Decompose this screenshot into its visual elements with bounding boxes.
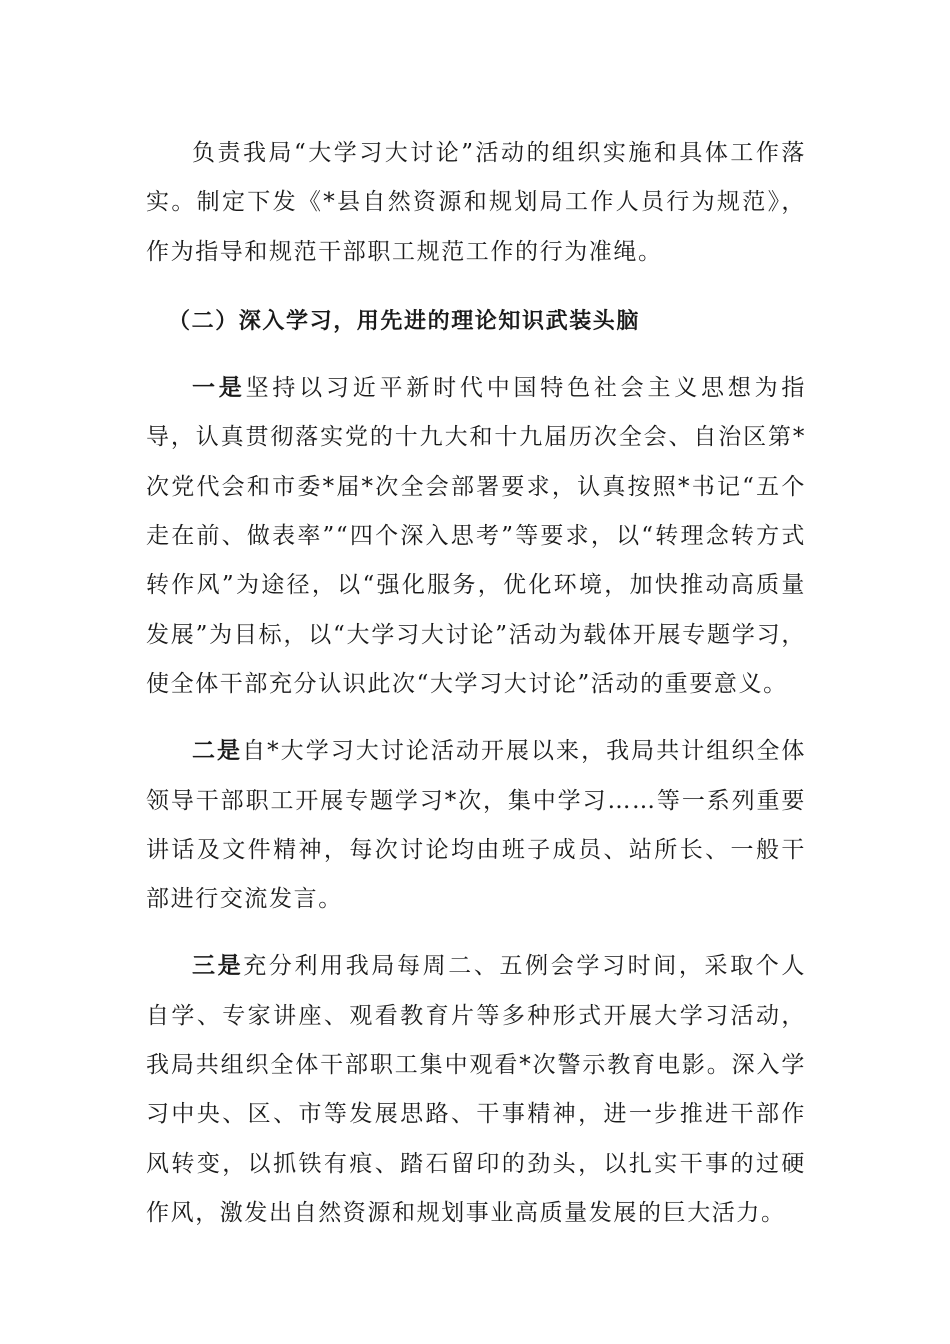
section-heading: （二）深入学习，用先进的理论知识武装头脑: [168, 308, 641, 334]
paragraph-text: 自*大学习大讨论活动开展以来，我局共计组织全体领导干部职工开展专题学习*次，集中学习……等一系列重要讲话及文件精神，每次讨论均由班子成员、站所长、一般干部进行交流发言。: [146, 738, 806, 913]
paragraph-text: 坚持以习近平新时代中国特色社会主义思想为指导，认真贯彻落实党的十九大和十九届历次全会、自治区第*次党代会和市委*届*次全会部署要求，认真按照*书记“五个走在前、做表率”“四个深入思考”等要求，以“转理念转方式转作风”为途径，以“强化服务，优化环境，加快推动高质量发展”为目标，以“大学习大讨论”活动为载体开展专题学习，使全体干部充分认识此次“大学习大讨论”活动的重要意义。: [146, 375, 807, 697]
spacer: [146, 346, 806, 364]
paragraph-lead: 一是: [192, 375, 246, 402]
spacer: [146, 924, 806, 942]
paragraph-lead: 三是: [192, 953, 244, 980]
paragraph-lead: 二是: [192, 738, 243, 765]
paragraph-intro: 负责我局“大学习大讨论”活动的组织实施和具体工作落实。制定下发《*县自然资源和规划局工作人员行为规范》，作为指导和规范干部职工规范工作的行为准绳。: [146, 140, 806, 265]
paragraph-point-two: [146, 727, 806, 924]
paragraph-text: 充分利用我局每周二、五例会学习时间，采取个人自学、专家讲座、观看教育片等多种形式开展大学习活动，我局共组织全体干部职工集中观看*次警示教育电影。深入学习中央、区、市等发展思路、干事精神，进一步推进干部作风转变，以抓铁有痕、踏石留印的劲头，以扎实干事的过硬作风，激发出自然资源和规划事业高质量发展的巨大活力。: [146, 953, 807, 1226]
spacer: [146, 709, 806, 727]
paragraph-point-three: [146, 942, 806, 1238]
spacer: [146, 277, 806, 297]
paragraph-point-one: [146, 364, 806, 709]
document-page: [146, 129, 806, 1238]
